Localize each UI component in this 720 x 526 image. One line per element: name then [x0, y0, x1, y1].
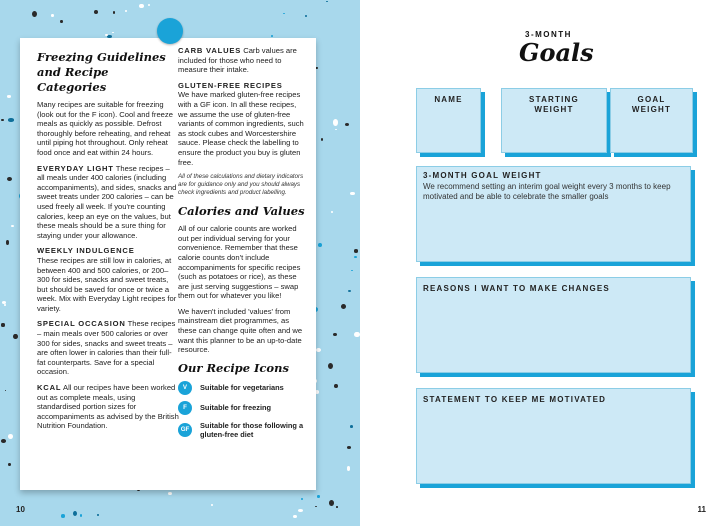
speck — [354, 256, 357, 258]
speck — [5, 390, 7, 391]
goal-weight-box[interactable] — [610, 88, 693, 153]
pin-icon — [157, 18, 183, 44]
speck — [97, 514, 99, 516]
everyday-light-label: EVERYDAY LIGHT — [37, 163, 114, 173]
kcal-text: All our recipes have been worked out as complete meals, using standardised portion sizes for accompaniments as advised by the British Nutrition Foundation. — [37, 383, 179, 431]
gluten-free-text: We have marked gluten-free recipes with a GF icon. In all these recipes, we assume the use of gluten-free variants of common ingredients, such as stock cubes and Worcestershire sauce. Please check the labelling to ensure the product you buy is gluten free. — [178, 90, 304, 167]
speck — [51, 14, 54, 17]
speck — [333, 333, 337, 337]
goals-title: Goals — [519, 38, 594, 67]
speck — [1, 439, 6, 443]
speck — [112, 32, 114, 33]
speck — [125, 10, 127, 12]
page-number-right: 11 — [697, 505, 706, 514]
kcal-section — [37, 383, 179, 431]
info-card — [20, 38, 316, 490]
speck — [351, 270, 353, 271]
speck — [331, 211, 333, 213]
speck — [350, 425, 353, 428]
speck — [334, 384, 338, 388]
speck — [32, 11, 37, 17]
speck — [6, 240, 10, 245]
speck — [305, 15, 307, 17]
speck — [354, 249, 358, 253]
speck — [1, 323, 4, 326]
everyday-light-text: These recipes – all meals under 400 calories (including accompaniments), and sides, snacks and sweet treats under 200 calories – can be used freely all week. If you're counting calories, keep an eye on the values, but these meals should be a sure thing for staying under your allowance. — [37, 163, 177, 240]
speck — [8, 118, 13, 121]
speck — [298, 509, 303, 512]
speck — [4, 304, 6, 306]
speck — [105, 34, 108, 37]
speck — [348, 290, 351, 292]
speck — [211, 504, 213, 506]
carb-values-section — [178, 46, 306, 75]
speck — [293, 515, 296, 518]
speck — [345, 123, 349, 126]
speck — [317, 495, 319, 498]
special-occasion-section — [37, 319, 179, 377]
reasons-box[interactable] — [416, 277, 691, 373]
gluten-free-icon: GF — [178, 423, 192, 437]
speck — [13, 334, 18, 340]
vegetarian-label: Suitable for vegetarians — [200, 383, 284, 393]
speck — [329, 500, 334, 506]
gluten-free-icon-label: Suitable for those following a gluten-free diet — [200, 420, 304, 439]
vegetarian-icon: V — [178, 381, 192, 395]
icon-legend-gluten-free — [178, 421, 306, 439]
speck — [321, 138, 323, 140]
speck — [60, 20, 62, 23]
speck — [347, 466, 351, 471]
icon-legend-vegetarian — [178, 381, 306, 395]
weekly-indulgence-text: These recipes are still low in calories, at between 400 and 500 calories, or 200–300 for sides, snacks and sweet treats, but should be saved for once or twice a week. Mix with Everyday Light recipes for variety. — [37, 255, 177, 313]
guidance-note: All of these calculations and dietary indicators are for guidance only and you should always check ingredients and product labelling. — [178, 173, 304, 197]
speck — [350, 192, 354, 195]
speck — [347, 446, 351, 449]
speck — [283, 13, 285, 14]
name-box[interactable] — [416, 88, 481, 153]
statement-label: STATEMENT TO KEEP ME MOTIVATED — [423, 395, 607, 404]
card-column-right — [178, 46, 306, 445]
three-month-goal-weight-box[interactable] — [416, 166, 691, 262]
kcal-label: KCAL — [37, 383, 62, 393]
speck — [271, 35, 273, 37]
speck — [354, 332, 359, 337]
freezing-icon: F — [178, 401, 192, 415]
name-label: NAME — [434, 95, 463, 104]
speck — [7, 177, 12, 181]
speck — [316, 348, 321, 352]
speck — [341, 304, 346, 309]
special-occasion-text: These recipes – main meals over 500 calories or over 300 for sides, snacks and sweet treats – are often lower in calories than their full-fat counterparts. Save for a special occasion. — [37, 319, 176, 377]
speck — [94, 10, 98, 14]
speck — [326, 1, 328, 2]
goal-weight-label: GOAL WEIGHT — [631, 95, 672, 114]
speck — [113, 11, 115, 13]
statement-box[interactable] — [416, 388, 691, 484]
special-occasion-label: SPECIAL OCCASION — [37, 319, 126, 329]
gluten-free-label: GLUTEN-FREE RECIPES — [178, 80, 283, 90]
speck — [80, 514, 82, 517]
speck — [148, 4, 150, 6]
everyday-light-section — [37, 164, 179, 241]
speck — [61, 514, 65, 517]
carb-values-label: CARB VALUES — [178, 46, 242, 55]
speck — [333, 119, 338, 126]
freezing-guidelines-heading: Freezing Guidelines and Recipe Categories — [37, 50, 166, 94]
weekly-indulgence-section — [37, 246, 179, 313]
speck — [328, 363, 333, 370]
speck — [315, 506, 317, 507]
calories-values-heading: Calories and Values — [178, 204, 305, 219]
speck — [73, 511, 77, 516]
speck — [335, 129, 337, 130]
speck — [139, 4, 144, 9]
starting-weight-label: STARTING WEIGHT — [529, 95, 579, 114]
card-column-left — [37, 50, 179, 437]
speck — [8, 434, 13, 439]
speck — [1, 119, 4, 122]
intro-text: Many recipes are suitable for freezing (look out for the F icon). Cool and freeze meals as quickly as possible. Defrost thoroughly before reheating, and reheat until piping hot throughout. Only reheat food once and eat within 24 hours. — [37, 100, 173, 157]
freezing-label: Suitable for freezing — [200, 403, 272, 413]
speck — [318, 243, 322, 247]
three-month-goal-weight-text: We recommend setting an interim goal weight every 3 months to keep motivated and be able to celebrate the smaller goals — [423, 182, 671, 201]
speck — [336, 506, 338, 507]
speck — [301, 498, 303, 500]
speck — [8, 463, 11, 466]
speck — [7, 95, 11, 97]
weekly-indulgence-label: WEEKLY INDULGENCE — [37, 246, 135, 256]
calories-paragraph-2: We haven't included 'values' from mainstream diet programmes, as these can change quite often and we want this planner to be an up-to-date resource. — [178, 306, 303, 355]
page-number-left: 10 — [16, 505, 25, 514]
three-month-title: 3-MONTH — [525, 30, 572, 39]
calories-paragraph-1: All of our calorie counts are worked out per individual serving for your convenience. Remember that these calorie counts don't include accompaniments for specific recipes (such as potatoes or rice), as these are just serving suggestions – swap them out for whatever you like! — [178, 224, 301, 301]
right-page — [360, 0, 720, 526]
starting-weight-box[interactable] — [501, 88, 607, 153]
carb-values-text: Carb values are included for those who need to measure their intake. — [178, 46, 297, 75]
speck — [168, 492, 171, 495]
three-month-goal-weight-label: 3-MONTH GOAL WEIGHT — [423, 171, 542, 180]
gluten-free-section — [178, 81, 306, 167]
speck — [11, 225, 14, 227]
reasons-label: REASONS I WANT TO MAKE CHANGES — [423, 284, 610, 293]
icon-legend-freezing — [178, 401, 306, 415]
recipe-icons-heading: Our Recipe Icons — [178, 360, 289, 375]
